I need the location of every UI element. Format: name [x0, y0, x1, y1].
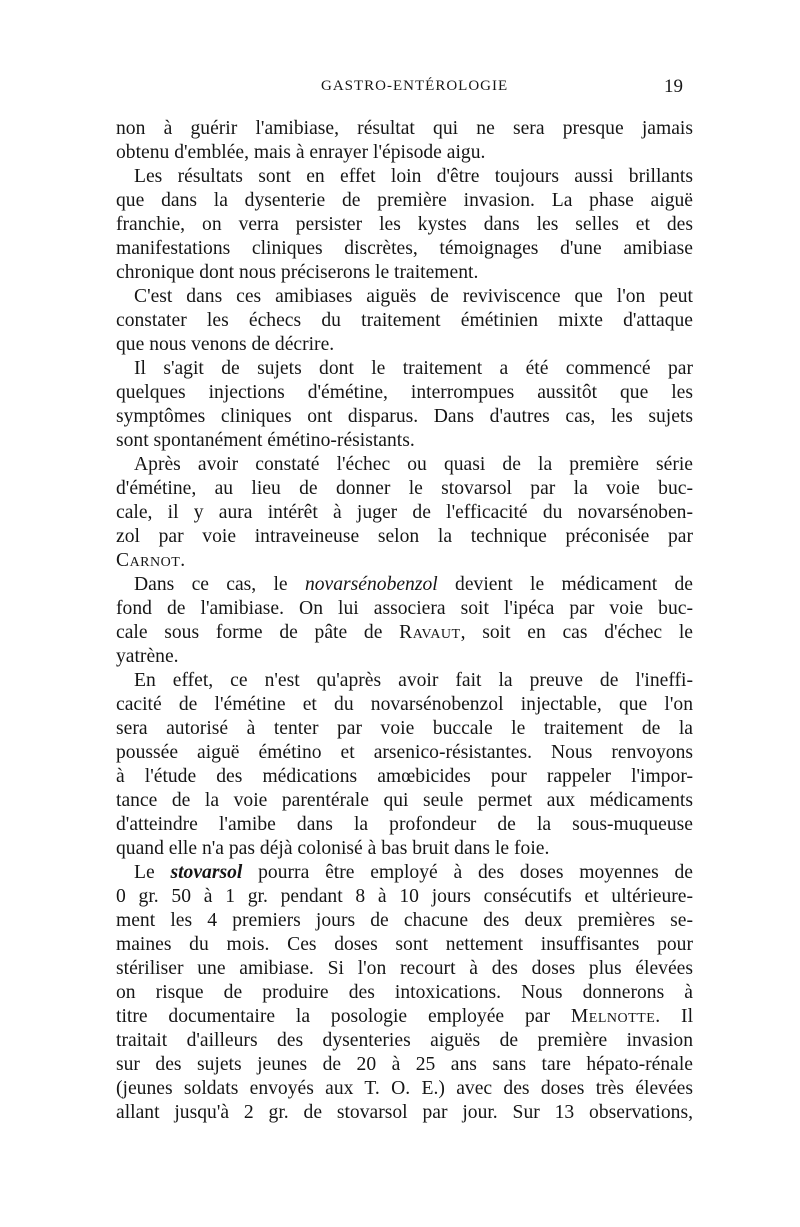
- text-line: Il s'agit de sujets dont le traitement a été commencé par: [134, 358, 693, 379]
- text-line: sur des sujets jeunes de 20 à 25 ans sans tare hépato-rénale: [116, 1054, 693, 1075]
- text-line: traitait d'ailleurs des dysenteries aiguës de première invasion: [116, 1030, 693, 1051]
- author-name: Ravaut: [399, 622, 461, 643]
- text-line: Carnot.: [116, 550, 186, 571]
- text-line: d'atteindre l'amibe dans la profondeur de la sous-muqueuse: [116, 814, 693, 835]
- text-line: franchie, on verra persister les kystes dans les selles et des: [116, 214, 693, 235]
- text-line: zol par voie intraveineuse selon la technique préconisée par: [116, 526, 693, 547]
- text-line: cale, il y aura intérêt à juger de l'efficacité du novarsénoben-: [116, 502, 693, 523]
- text-line: Dans ce cas, le novarsénobenzol devient le médicament de: [134, 574, 693, 595]
- text-line: titre documentaire la posologie employée par Melnotte. Il: [116, 1006, 694, 1027]
- text-line: cacité de l'émétine et du novarsénobenzol injectable, que l'on: [116, 694, 693, 715]
- drug-name: stovarsol: [170, 862, 243, 883]
- text-line: En effet, ce n'est qu'après avoir fait la preuve de l'ineffi-: [134, 670, 693, 691]
- text-line: C'est dans ces amibiases aiguës de reviviscence que l'on peut: [134, 286, 693, 307]
- text-line: Les résultats sont en effet loin d'être toujours aussi brillants: [134, 166, 693, 187]
- text-line: symptômes cliniques ont disparus. Dans d'autres cas, les sujets: [116, 406, 693, 427]
- page-number: 19: [664, 76, 683, 97]
- text-line: que nous venons de décrire.: [116, 334, 335, 355]
- text-line: obtenu d'emblée, mais à enrayer l'épisode aigu.: [116, 142, 486, 163]
- text-line: à l'étude des médications amœbicides pour rappeler l'impor-: [116, 766, 693, 787]
- text-line: 0 gr. 50 à 1 gr. pendant 8 à 10 jours consécutifs et ultérieure-: [116, 886, 693, 907]
- author-name: Melnotte: [570, 1006, 656, 1027]
- text-line: Après avoir constaté l'échec ou quasi de la première série: [134, 454, 693, 475]
- text-line: quand elle n'a pas déjà colonisé à bas bruit dans le foie.: [116, 838, 550, 859]
- text-line: manifestations cliniques discrètes, témoignages d'une amibiase: [116, 238, 693, 259]
- text-line: sera autorisé à tenter par voie buccale le traitement de la: [116, 718, 693, 739]
- text-line: stériliser une amibiase. Si l'on recourt à des doses plus élevées: [116, 958, 693, 979]
- text-line: constater les échecs du traitement émétinien mixte d'attaque: [116, 310, 693, 331]
- text-line: allant jusqu'à 2 gr. de stovarsol par jour. Sur 13 observations,: [116, 1102, 693, 1123]
- text-line: cale sous forme de pâte de Ravaut, soit en cas d'échec le: [116, 622, 693, 643]
- text-line: tance de la voie parentérale qui seule permet aux médicaments: [116, 790, 693, 811]
- text-line: d'émétine, au lieu de donner le stovarsol par la voie buc-: [116, 478, 693, 499]
- author-name: Carnot: [116, 550, 181, 571]
- text-line: fond de l'amibiase. On lui associera soit l'ipéca par voie buc-: [116, 598, 693, 619]
- text-line: maines du mois. Ces doses sont nettement insuffisantes pour: [116, 934, 693, 955]
- text-line: poussée aiguë émétino et arsenico-résistantes. Nous renvoyons: [116, 742, 693, 763]
- text-line: yatrène.: [116, 646, 179, 667]
- text-line: chronique dont nous préciserons le traitement.: [116, 262, 479, 283]
- text-line: que dans la dysenterie de première invasion. La phase aiguë: [116, 190, 693, 211]
- drug-name: novarsénobenzol: [304, 574, 438, 595]
- text-line: ment les 4 premiers jours de chacune des deux premières se-: [116, 910, 693, 931]
- text-line: on risque de produire des intoxications. Nous donnerons à: [116, 982, 693, 1003]
- text-line: Le stovarsol pourra être employé à des doses moyennes de: [134, 862, 693, 883]
- text-line: quelques injections d'émétine, interrompues aussitôt que les: [116, 382, 693, 403]
- text-line: (jeunes soldats envoyés aux T. O. E.) avec des doses très élevées: [116, 1078, 693, 1099]
- text-line: non à guérir l'amibiase, résultat qui ne sera presque jamais: [116, 118, 693, 139]
- running-header: GASTRO-ENTÉROLOGIE: [321, 78, 509, 94]
- text-line: sont spontanément émétino-résistants.: [116, 430, 415, 451]
